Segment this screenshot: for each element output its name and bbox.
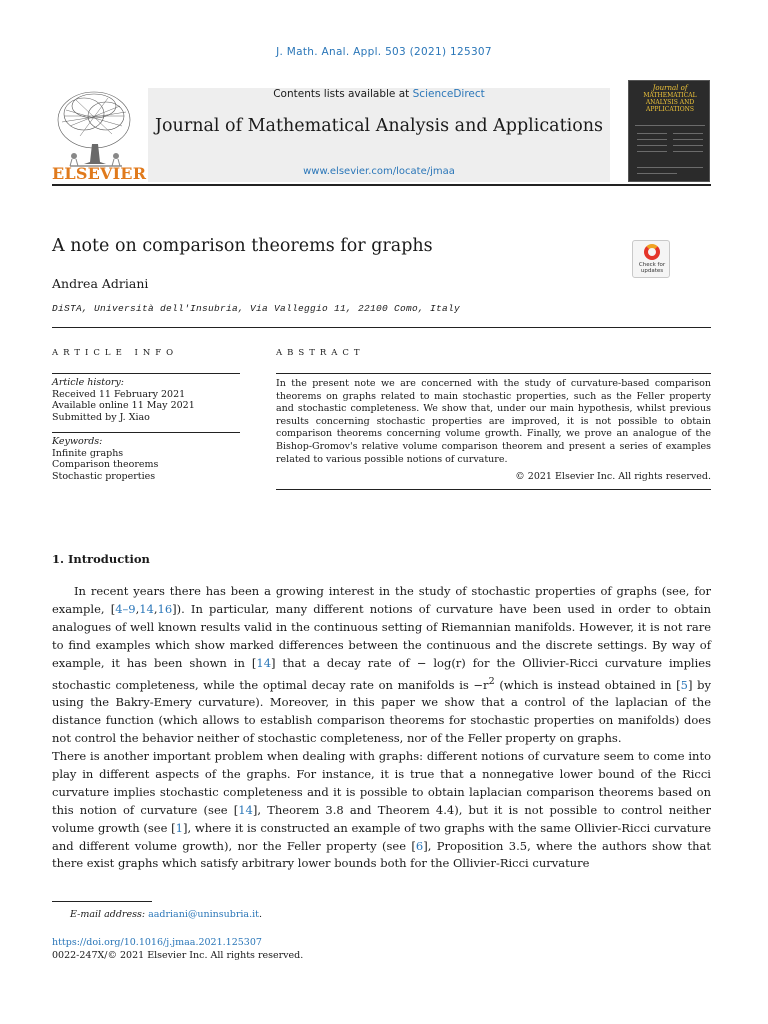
abstract-copyright: © 2021 Elsevier Inc. All rights reserved. (515, 471, 711, 482)
sciencedirect-link[interactable]: ScienceDirect (412, 88, 485, 100)
available-date: Available online 11 May 2021 (52, 400, 195, 411)
elsevier-wordmark: ELSEVIER (52, 164, 147, 183)
cover-text-line (637, 133, 667, 134)
footnote-rule (52, 901, 152, 902)
citation-link[interactable]: 1 (175, 820, 183, 835)
article-info-rule (52, 373, 240, 374)
citation-link[interactable]: 14 (139, 601, 154, 616)
email-link[interactable]: aadriani@uninsubria.it (148, 909, 259, 920)
cover-text-line (673, 145, 703, 146)
paragraph-text: ] by using the Bakry-Emery curvature). Moreover, in this paper we show that a control of the laplacian of the distance function (which allows to establish comparison theorems for stochastic properties on manifolds) does not control the behavior neither of stochastic completeness, nor of the Feller property on graphs. (52, 677, 711, 746)
cover-text-line (637, 167, 703, 168)
paper-title: A note on comparison theorems for graphs (52, 236, 433, 256)
citation-separator: , (153, 601, 158, 616)
abstract-heading: ABSTRACT (276, 348, 365, 358)
issn-copyright: 0022-247X/© 2021 Elsevier Inc. All rights reserved. (52, 950, 304, 961)
cover-text-line (637, 173, 677, 174)
cover-title (633, 85, 707, 113)
journal-cover-image (628, 80, 710, 182)
abstract-rule-top (276, 373, 711, 374)
citation-link[interactable]: 6 (415, 838, 424, 853)
footnote-email (70, 909, 262, 920)
abstract-rule-bottom (276, 489, 711, 490)
citation-link[interactable]: 16 (157, 601, 173, 616)
keywords-block (52, 436, 158, 482)
citation-separator: , (135, 601, 140, 616)
check-for-updates-badge[interactable] (632, 240, 670, 278)
keyword-item: Infinite graphs (52, 447, 124, 459)
doi-link[interactable]: https://doi.org/10.1016/j.jmaa.2021.125307 (52, 937, 262, 948)
article-history (52, 377, 195, 423)
submitted-by: Submitted by J. Xiao (52, 411, 150, 423)
paragraph-text: There is another important problem when dealing with graphs: different notions of curvature seem to come into play in different aspects of the graphs. For instance, it is true that a nonnegative lower bound of the Ricci curvature implies stochastic completeness and it is possible to obtain laplacian comparison theorems based on this notion of curvature (see [ (52, 748, 711, 817)
paragraph-2 (52, 748, 711, 873)
journal-title: Journal of Mathematical Analysis and Applications (155, 116, 603, 136)
cover-text-line (673, 139, 703, 140)
journal-url-link[interactable]: www.elsevier.com/locate/jmaa (303, 166, 455, 177)
paragraph-text: ], where it is constructed an example of two graphs with the same Ollivier-Ricci curvature and different volume growth), nor the Feller property (see [ (52, 820, 712, 853)
keyword-item: Stochastic properties (52, 470, 156, 482)
check-updates-icon (644, 244, 660, 260)
history-label: Article history: (52, 377, 124, 388)
contents-line (148, 88, 610, 100)
citation-link[interactable]: 4–9 (115, 601, 136, 616)
author-name: Andrea Adriani (52, 276, 149, 291)
received-date: Received 11 February 2021 (52, 388, 186, 400)
keywords-label: Keywords: (52, 436, 103, 447)
contents-prefix: Contents lists available at (273, 88, 413, 100)
badge-label-line-2: updates (640, 268, 664, 274)
article-info-heading: ARTICLE INFO (52, 348, 179, 358)
cover-title-line-1: Journal of (652, 84, 688, 92)
paragraph-text: (which is instead obtained in [ (494, 677, 681, 692)
cover-title-line-2: MATHEMATICAL ANALYSIS AND APPLICATIONS (643, 92, 697, 113)
cover-divider (635, 125, 705, 126)
journal-reference[interactable]: J. Math. Anal. Appl. 503 (2021) 125307 (276, 46, 492, 58)
cover-text-line (637, 145, 667, 146)
citation-link[interactable]: 14 (238, 802, 253, 817)
email-label: E-mail address: (70, 909, 146, 920)
paragraph-text: ], Proposition 3.5, where the authors show that there exist graphs which satisfy arbitrary lower bounds both for the Ollivier-Ricci curvature (52, 838, 711, 871)
badge-label (633, 262, 671, 274)
introduction-body (52, 583, 711, 873)
cover-text-line (637, 151, 667, 152)
citation-link[interactable]: 5 (680, 677, 688, 692)
author-affiliation: DiSTA, Università dell'Insubria, Via Valleggio 11, 22100 Como, Italy (52, 303, 461, 314)
cover-text-line (637, 139, 667, 140)
paragraph-text: In recent years there has been a growing interest in the study of stochastic properties of graphs (see, for example, [ (52, 584, 711, 616)
badge-label-line-1: Check for (638, 262, 666, 268)
superscript: 2 (488, 675, 495, 687)
paragraph-text: ] that a decay rate of − log(r) for the Ollivier-Ricci curvature implies stochastic completeness, while the optimal decay rate on manifolds is −r (52, 655, 711, 692)
email-tail: . (258, 909, 262, 920)
title-rule (52, 327, 711, 328)
keywords-rule (52, 432, 240, 433)
citation-link[interactable]: 14 (256, 655, 272, 670)
cover-text-line (673, 151, 703, 152)
cover-text-line (673, 133, 703, 134)
keyword-item: Comparison theorems (52, 459, 159, 470)
paragraph-1 (52, 583, 711, 748)
paragraph-text: ], Theorem 3.8 and Theorem 4.4), but it is not possible to control neither volume growth (see [ (52, 802, 711, 835)
introduction-heading: 1. Introduction (52, 552, 150, 566)
paragraph-text: ]). In particular, many different notions of curvature have been used in order to obtain analogues of well known results valid in the continuous setting of Riemannian manifolds. However, it is not rare to find examples which show marked differences between the continuous and the discrete settings. By way of example, it has been shown in [ (52, 601, 711, 670)
abstract-text: In the present note we are concerned with the study of curvature-based comparison theorems on graphs related to main stochastic properties, such as the Feller property and stochastic completeness. We show that, under our main hypothesis, whilst previous results concerning stochastic properties are improved, it is not possible to obtain comparison theorems concerning volume growth. Finally, we prove an analogue of the Bishop-Gromov's relative volume comparison theorem and present a series of examples related to various possible notions of curvature. (276, 378, 711, 465)
header-rule (52, 184, 711, 186)
